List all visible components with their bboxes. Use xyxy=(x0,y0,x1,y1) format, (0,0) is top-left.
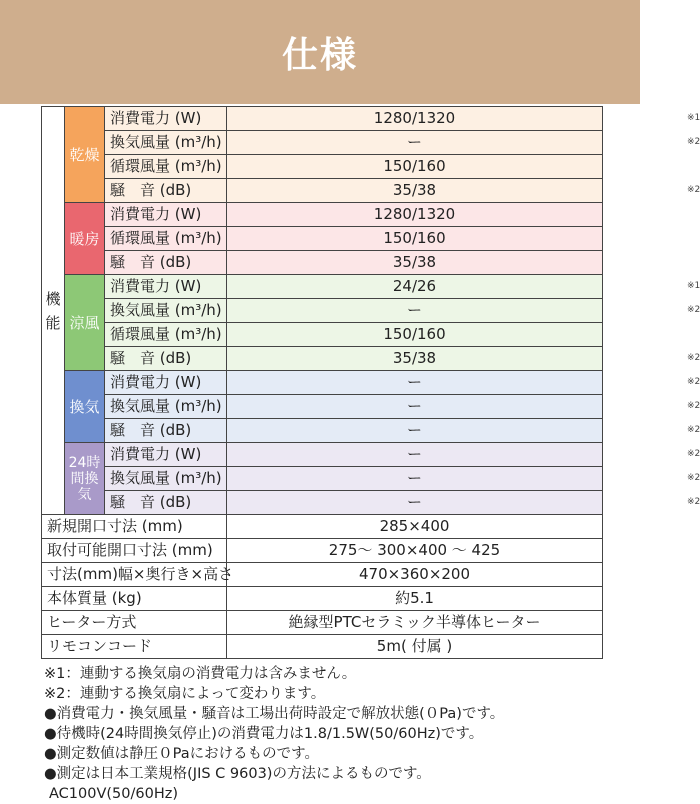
footnote: ※2：連動する換気扇によって変わります。 xyxy=(44,686,326,702)
spec-value: 絶縁型PTCセラミック半導体ヒーター xyxy=(227,611,603,635)
footnotes xyxy=(44,664,634,804)
row-value: ー ※2 xyxy=(227,299,603,323)
table-row xyxy=(42,395,603,419)
row-value: 35/38 xyxy=(227,251,603,275)
table-row xyxy=(42,227,603,251)
row-value: 150/160 xyxy=(227,227,603,251)
section-heat-label: 暖房 xyxy=(65,203,105,275)
row-item: 消費電力 (W) xyxy=(105,443,227,467)
table-row xyxy=(42,515,603,539)
footnote: ●測定数値は静圧０Paにおけるものです。 xyxy=(44,746,319,762)
row-item: 騒 音 (dB) xyxy=(105,347,227,371)
table-row xyxy=(42,491,603,515)
section-cool-label: 涼風 xyxy=(65,275,105,371)
row-value: ー ※2 xyxy=(227,491,603,515)
spec-value: 275～ 300×400 ～ 425 xyxy=(227,539,603,563)
table-row xyxy=(42,323,603,347)
table-row xyxy=(42,443,603,467)
table-row xyxy=(42,203,603,227)
table-row xyxy=(42,299,603,323)
table-row xyxy=(42,179,603,203)
table-row xyxy=(42,371,603,395)
table-row xyxy=(42,563,603,587)
row-value: ー ※2 xyxy=(227,395,603,419)
row-item: 騒 音 (dB) xyxy=(105,419,227,443)
row-value: 1280/1320 xyxy=(227,203,603,227)
table-row xyxy=(42,635,603,659)
table-row xyxy=(42,275,603,299)
footnote: ●消費電力・換気風量・騒音は工場出荷時設定で解放状態(０Pa)です。 xyxy=(44,706,505,722)
table-row xyxy=(42,467,603,491)
row-item: 騒 音 (dB) xyxy=(105,251,227,275)
table-row xyxy=(42,611,603,635)
machine-label: 機能 xyxy=(45,289,61,332)
row-value: 35/38 ※2 xyxy=(227,179,603,203)
spec-item: ヒーター方式 xyxy=(42,611,227,635)
row-item: 換気風量 (m³/h) xyxy=(105,395,227,419)
spec-value: 約5.1 xyxy=(227,587,603,611)
row-value: ー ※2 xyxy=(227,419,603,443)
row-value: 24/26 ※1 xyxy=(227,275,603,299)
row-item: 循環風量 (m³/h) xyxy=(105,323,227,347)
table-row xyxy=(42,587,603,611)
table-row xyxy=(42,251,603,275)
row-item: 消費電力 (W) xyxy=(105,275,227,299)
section-vent-label: 換気 xyxy=(65,371,105,443)
section-dry-label: 乾燥 xyxy=(65,107,105,203)
spec-item: 本体質量 (kg) xyxy=(42,587,227,611)
table-row xyxy=(42,131,603,155)
row-value: ー ※2 xyxy=(227,467,603,491)
row-item: 騒 音 (dB) xyxy=(105,179,227,203)
header-bar xyxy=(0,0,640,104)
row-item: 換気風量 (m³/h) xyxy=(105,467,227,491)
spec-item: リモコンコード xyxy=(42,635,227,659)
row-value: 35/38 ※2 xyxy=(227,347,603,371)
row-item: 騒 音 (dB) xyxy=(105,491,227,515)
table-row xyxy=(42,419,603,443)
row-value: 1280/1320 ※1 xyxy=(227,107,603,131)
section-24h-label: 24時間換気 xyxy=(65,443,105,515)
row-value: 150/160 xyxy=(227,323,603,347)
row-value: ー ※2 xyxy=(227,131,603,155)
footnote: AC100V(50/60Hz) xyxy=(49,786,178,802)
row-item: 消費電力 (W) xyxy=(105,371,227,395)
row-item: 消費電力 (W) xyxy=(105,107,227,131)
spec-item: 取付可能開口寸法 (mm) xyxy=(42,539,227,563)
row-value: ー ※2 xyxy=(227,443,603,467)
footnote: ●待機時(24時間換気停止)の消費電力は1.8/1.5W(50/60Hz)です。 xyxy=(44,726,484,742)
row-item: 消費電力 (W) xyxy=(105,203,227,227)
row-item: 換気風量 (m³/h) xyxy=(105,131,227,155)
row-item: 換気風量 (m³/h) xyxy=(105,299,227,323)
spec-item: 新規開口寸法 (mm) xyxy=(42,515,227,539)
table-row xyxy=(42,347,603,371)
footnote: ※1：連動する換気扇の消費電力は含みません。 xyxy=(44,666,357,682)
row-value: 150/160 xyxy=(227,155,603,179)
spec-table xyxy=(41,106,700,659)
machine-label-cell xyxy=(42,107,65,515)
spec-value: 5m( 付属 ) xyxy=(227,635,603,659)
table-row xyxy=(42,107,603,131)
row-item: 循環風量 (m³/h) xyxy=(105,155,227,179)
row-item: 循環風量 (m³/h) xyxy=(105,227,227,251)
table-row xyxy=(42,539,603,563)
row-value: ー ※2 xyxy=(227,371,603,395)
table-row xyxy=(42,155,603,179)
spec-item: 寸法(mm)幅×奥行き×高さ xyxy=(42,563,227,587)
spec-value: 470×360×200 xyxy=(227,563,603,587)
spec-value: 285×400 xyxy=(227,515,603,539)
page-title: 仕様 xyxy=(281,34,358,76)
footnote: ●測定は日本工業規格(JIS C 9603)の方法によるものです。 xyxy=(44,766,431,782)
